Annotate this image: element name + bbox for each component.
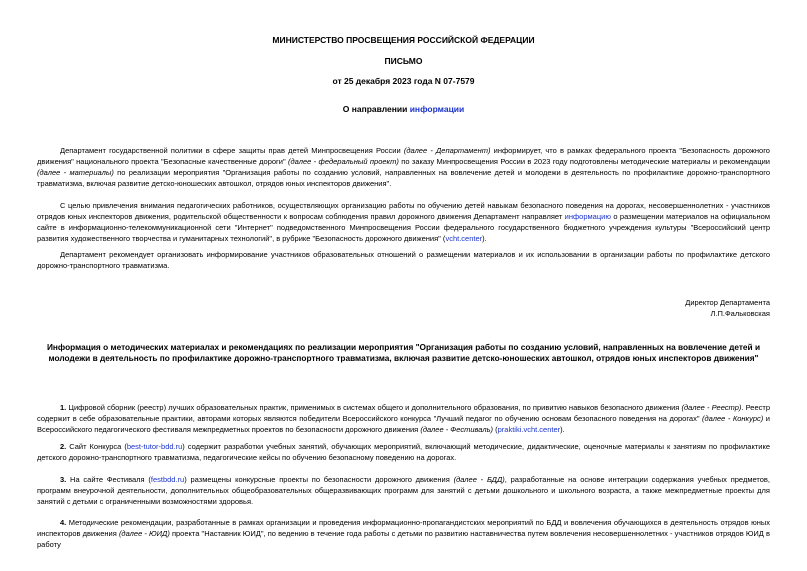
item-4-text-a: Методические рекомендации, разработанные в рамках организации и проведения информационно-пропагандистских мероприятий по БДД и вовлечения обучающихся в деятельность отрядов юных инспекторов движения — [37, 518, 770, 538]
info-item-3 — [37, 474, 770, 507]
body-paragraph-2 — [37, 200, 770, 244]
p1-italic-b: (далее - федеральный проект) — [288, 157, 399, 166]
body-paragraph-3: Департамент рекомендует организовать информирование участников образовательных отношений о размещении материалов и их использовании в организации работы по профилактике детского дорожно-транспортного травматизма. — [37, 250, 770, 270]
item-2-number: 2. — [60, 442, 67, 451]
p1-text-b: информирует, что в рамках федерального проекта "Безопасность дорожного движения" национального проекта "Безопасные качественные дороги" — [37, 146, 770, 166]
body-paragraph-1 — [37, 145, 770, 189]
info-item-2 — [37, 441, 770, 463]
p1-italic-a: (далее - Департамент) — [403, 146, 491, 155]
signature-position: Директор Департамента — [685, 298, 770, 307]
signature-name: Л.П.Фальковская — [710, 309, 770, 318]
item-3-festival-link[interactable]: festbdd.ru — [150, 475, 185, 484]
p2-text-a: С целью привлечения внимания педагогических работников, осуществляющих организацию работы по обучению детей навыкам безопасного поведения на дорогах, несовершеннолетних - участников отрядов юных инспекторов движения, родительской общественности к вопросам соблюдения правил дорожного движения Департамент направляет — [37, 201, 770, 221]
item-1-italic-c: (далее - Фестиваль) — [420, 425, 494, 434]
p2-vcht-link[interactable]: vcht.center — [445, 234, 483, 243]
item-4-text-b: проекта "Наставник ЮИД", по ведению в течение года работы с детьми по развитию наставничества путем вовлечения несовершеннолетних - участников отрядов ЮИД в работу — [37, 529, 770, 549]
p2-info-link[interactable]: информацию — [564, 212, 611, 221]
info-item-1 — [37, 402, 770, 435]
item-1-praktiki-link[interactable]: praktiki.vcht.center — [497, 425, 561, 434]
date-number-heading: от 25 декабря 2023 года N 07-7579 — [332, 76, 475, 86]
item-1-text-b: . Реестр содержит в себе образовательные практики, авторами которых являются победители Всероссийского конкурса "Лучший педагог по обучению основам безопасного поведения на дорогах" — [37, 403, 770, 423]
subject-heading — [0, 104, 807, 115]
item-3-text-a: На сайте Фестиваля ( — [66, 475, 151, 484]
item-1-italic-a: (далее - Реестр) — [681, 403, 742, 412]
item-3-number: 3. — [60, 475, 67, 484]
p2-text-c: ). — [482, 234, 487, 243]
p1-text-c: по заказу Минпросвещения России в 2023 году подготовлены методические материалы и рекомендации — [398, 157, 770, 166]
info-item-4 — [37, 517, 770, 550]
item-3-italic-b: (далее - БДД) — [453, 475, 505, 484]
subject-info-link[interactable]: информации — [409, 104, 465, 114]
document-type-heading: ПИСЬМО — [384, 56, 423, 66]
p2-text-b: о размещении материалов на официальном сайте в информационно-телекоммуникационной сети "Интернет" подведомственного Минпросвещения России федерального государственного бюджетного учреждения культуры "Всероссийский центр развития художественного творчества и гуманитарных технологий", в рубрике "Безопасность дорожного движения" ( — [37, 212, 771, 243]
item-2-text-a: Сайт Конкурса ( — [66, 442, 127, 451]
item-4-italic-a: (далее - ЮИД) — [118, 529, 170, 538]
p1-italic-c: (далее - материалы) — [37, 168, 114, 177]
item-2-contest-link[interactable]: best-tutor-bdd.ru — [126, 442, 183, 451]
item-1-text-a: Цифровой сборник (реестр) лучших образовательных практик, применимых в системах общего и дополнительного образования, по привитию навыков безопасного движения — [66, 403, 682, 412]
info-title: Информация о методических материалах и рекомендациях по реализации мероприятия "Организация работы по созданию условий, направленных на вовлечение детей и молодежи в деятельность по профилактике дорожно-транспортного травматизма, включая развитие детско-юношеских автошкол, отрядов юных инспекторов движения" — [46, 342, 761, 363]
item-1-number: 1. — [60, 403, 67, 412]
p1-text-a: Департамент государственной политики в сфере защиты прав детей Минпросвещения России — [60, 146, 404, 155]
item-1-italic-b: (далее - Конкурс) — [702, 414, 764, 423]
signature-block — [685, 297, 770, 319]
item-4-number: 4. — [60, 518, 67, 527]
item-1-text-d: ( — [493, 425, 498, 434]
p1-text-d: по реализации мероприятия "Организация работы по созданию условий, направленных на вовлечение детей и молодежи в деятельность по профилактике дорожно-транспортного травматизма, включая развитие детско-юношеских автошкол, отрядов юных инспекторов движения". — [37, 168, 770, 188]
item-2-text-b: ) содержит разработки учебных занятий, обучающих мероприятий, включающий методические, дидактические, оценочные материалы к занятиям по профилактике детского дорожно-транспортного травматизма, педагогические кейсы по обучению безопасному поведению на дорогах. — [37, 442, 770, 462]
item-3-text-b: ) размещены конкурсные проекты по безопасности дорожного движения — [184, 475, 454, 484]
subject-prefix: О направлении — [342, 104, 410, 114]
ministry-heading: МИНИСТЕРСТВО ПРОСВЕЩЕНИЯ РОССИЙСКОЙ ФЕДЕРАЦИИ — [272, 35, 535, 45]
item-1-text-e: ). — [560, 425, 565, 434]
item-3-text-c: , разработанные на основе интеграции содержания учебных предметов, программ внеурочной деятельности, дополнительных общеобразовательных общеразвивающих программ для занятий с детьми дошкольного и школьного возраста, а также межпредметные проекты для занятий с детьми с ограниченными возможностями здоровья. — [37, 475, 770, 506]
item-1-text-c: и Всероссийского педагогического фестиваля межпредметных проектов по безопасности дорожного движения — [37, 414, 770, 434]
